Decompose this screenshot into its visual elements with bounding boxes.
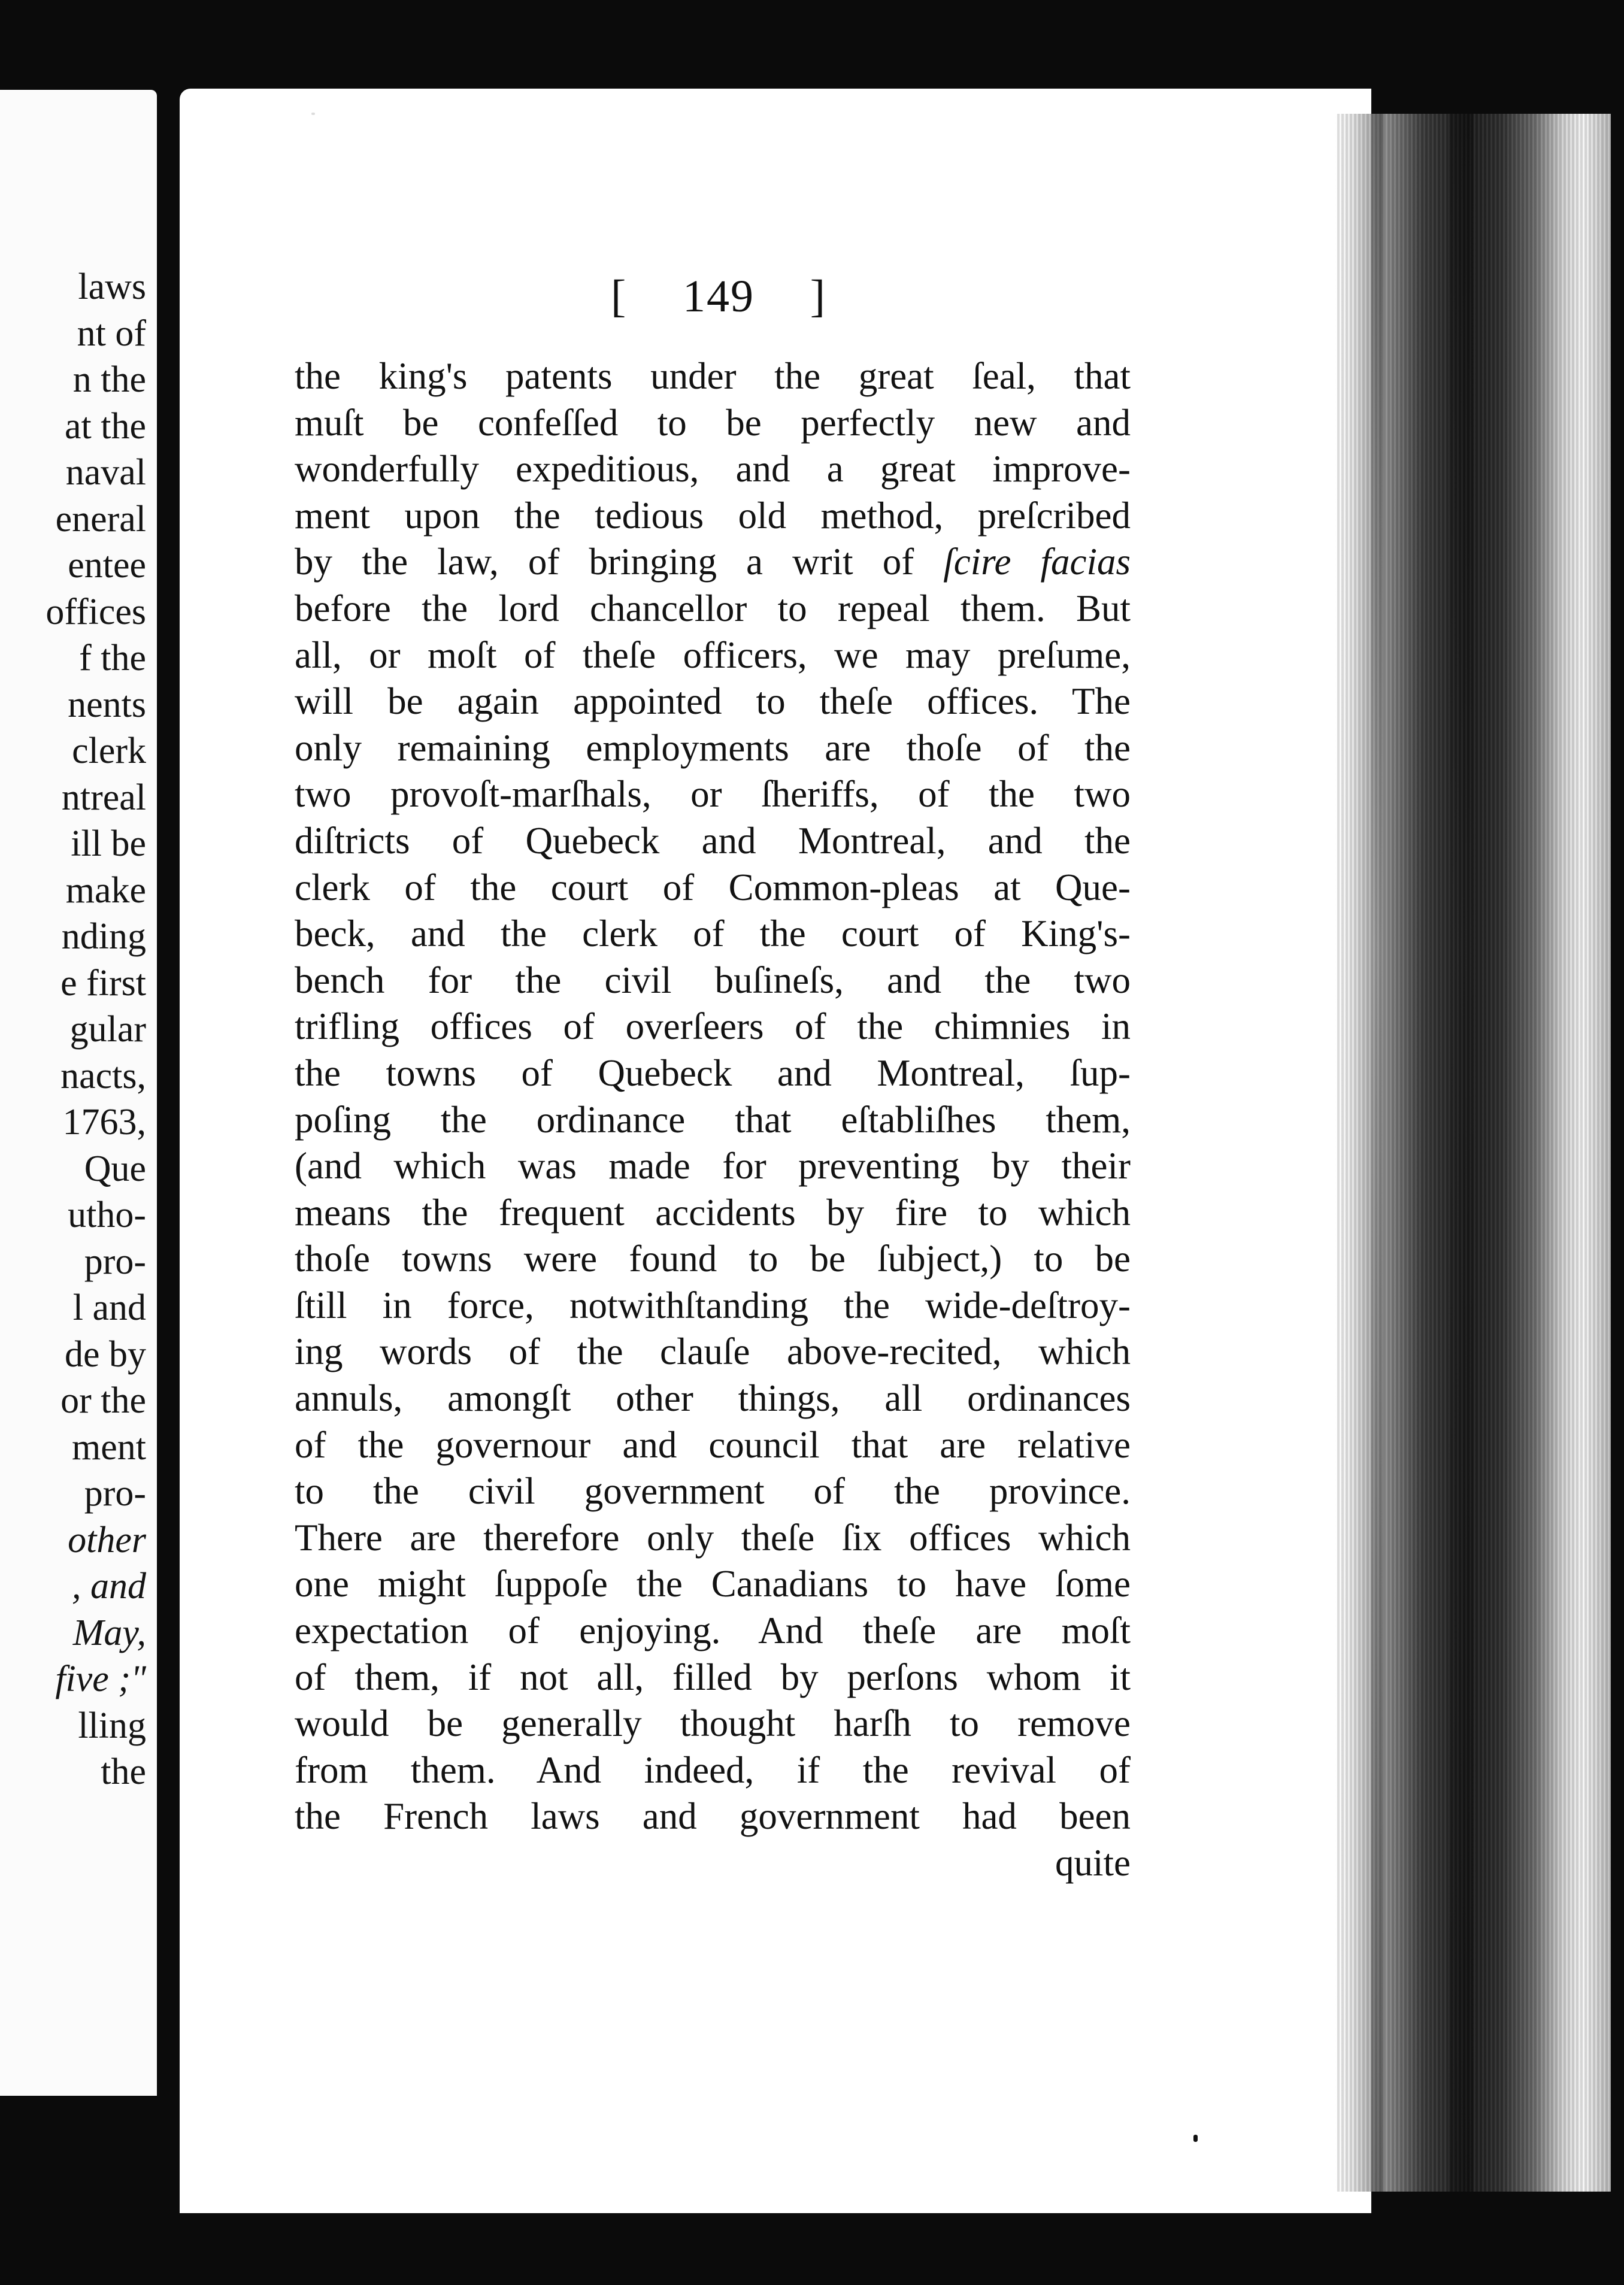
text-line: the French laws and government had been [295, 1795, 1131, 1838]
text-line: trifling offices of overſeers of the chimnies in [295, 1005, 1131, 1048]
text-line: will be again appointed to theſe offices. The [295, 680, 1131, 723]
left-page-line: f the [79, 638, 146, 678]
left-page-line: gular [69, 1009, 146, 1050]
edge-shadow [1371, 114, 1383, 2192]
bracket-close: ] [810, 271, 826, 322]
text-line: thoſe towns were found to be ſubject,) to be [295, 1238, 1131, 1280]
left-page-line: the [101, 1751, 146, 1792]
text-line: clerk of the court of Common-pleas at Que- [295, 866, 1131, 908]
paper-speck [311, 113, 315, 115]
left-page-line: Que [84, 1148, 146, 1189]
left-page-line: ill be [71, 823, 146, 864]
text-line-roman: by the law, of bringing a writ of [295, 541, 944, 583]
text-line: wonderfully expeditious, and a great improve- [295, 448, 1131, 490]
text-line [295, 539, 1131, 586]
left-page-line: clerk [72, 731, 146, 771]
text-line: from them. And indeed, if the revival of [295, 1748, 1131, 1791]
left-page-line: or the [60, 1380, 146, 1421]
text-line: before the lord chancellor to repeal them. But [295, 587, 1131, 629]
edge-shadow [1449, 114, 1473, 2192]
left-page-line: entee [68, 545, 146, 586]
left-page-line: eneral [55, 498, 146, 540]
text-line: the king's patents under the great ſeal, that [295, 355, 1131, 397]
text-line-italic: ſcire facias [943, 541, 1131, 583]
page-header [611, 271, 826, 323]
text-line: all, or moſt of theſe officers, we may preſume, [295, 634, 1131, 676]
text-line: means the frequent accidents by fire to which [295, 1191, 1131, 1234]
left-page-line: n the [72, 359, 146, 400]
left-page-line: l and [72, 1287, 146, 1328]
left-page-line: nacts, [60, 1055, 146, 1096]
page-number: 149 [683, 271, 755, 322]
catchword: quite [1055, 1842, 1131, 1884]
left-page-line: , and [72, 1566, 146, 1607]
left-page-line: ntreal [61, 777, 146, 818]
left-page-line: lling [78, 1705, 146, 1746]
ink-dot [1193, 2135, 1198, 2142]
left-page-line: utho- [68, 1195, 146, 1235]
left-page-line: e first [60, 962, 146, 1004]
left-page-line: laws [78, 266, 146, 307]
text-line: to the civil government of the province. [295, 1470, 1131, 1513]
text-line: diſtricts of Quebeck and Montreal, and the [295, 819, 1131, 862]
left-page-line: ment [72, 1426, 146, 1468]
text-line: bench for the civil buſineſs, and the two [295, 959, 1131, 1001]
left-page-line: at the [65, 405, 146, 447]
left-page-line: five ;" [55, 1659, 146, 1699]
text-line: ment upon the tedious old method, preſcribed [295, 494, 1131, 537]
text-line: would be generally thought harſh to remove [295, 1702, 1131, 1745]
text-line: There are therefore only theſe ſix offices which [295, 1516, 1131, 1559]
left-page-line: pro- [84, 1473, 146, 1514]
text-line: the towns of Quebeck and Montreal, ſup- [295, 1051, 1131, 1094]
text-line: only remaining employments are thoſe of the [295, 726, 1131, 769]
book-fore-edge [1335, 114, 1611, 2192]
text-line: of the governour and council that are relative [295, 1423, 1131, 1466]
left-page-fragment [0, 90, 157, 2096]
text-line: of them, if not all, filled by perſons whom it [295, 1656, 1131, 1698]
left-page-line: 1763, [62, 1102, 146, 1142]
text-line: expectation of enjoying. And theſe are moſt [295, 1610, 1131, 1652]
text-line: beck, and the clerk of the court of King's- [295, 913, 1131, 955]
body-text [295, 353, 1131, 1887]
text-line: muſt be confeſſed to be perfectly new and [295, 401, 1131, 444]
left-page-line: make [65, 869, 146, 911]
left-page-line: de by [64, 1334, 146, 1375]
text-line: poſing the ordinance that eſtabliſhes them, [295, 1098, 1131, 1141]
left-page-line: naval [65, 452, 146, 493]
left-page-line: May, [72, 1612, 146, 1653]
text-line: ing words of the clauſe above-recited, which [295, 1331, 1131, 1373]
text-line: one might ſuppoſe the Canadians to have ſome [295, 1563, 1131, 1605]
left-page-line: pro- [84, 1241, 146, 1282]
left-page-line: nding [61, 916, 146, 957]
left-page-line: offices [46, 591, 146, 632]
left-page-line: nents [68, 684, 146, 725]
text-line: ſtill in force, notwithſtanding the wide-deſtroy- [295, 1284, 1131, 1326]
text-line: (and which was made for preventing by their [295, 1145, 1131, 1187]
left-page-line: nt of [77, 313, 146, 354]
left-page-line: other [68, 1519, 146, 1560]
text-line: annuls, amongſt other things, all ordinances [295, 1377, 1131, 1420]
text-line: two provoſt-marſhals, or ſheriffs, of the two [295, 773, 1131, 816]
bracket-open: [ [611, 271, 628, 322]
